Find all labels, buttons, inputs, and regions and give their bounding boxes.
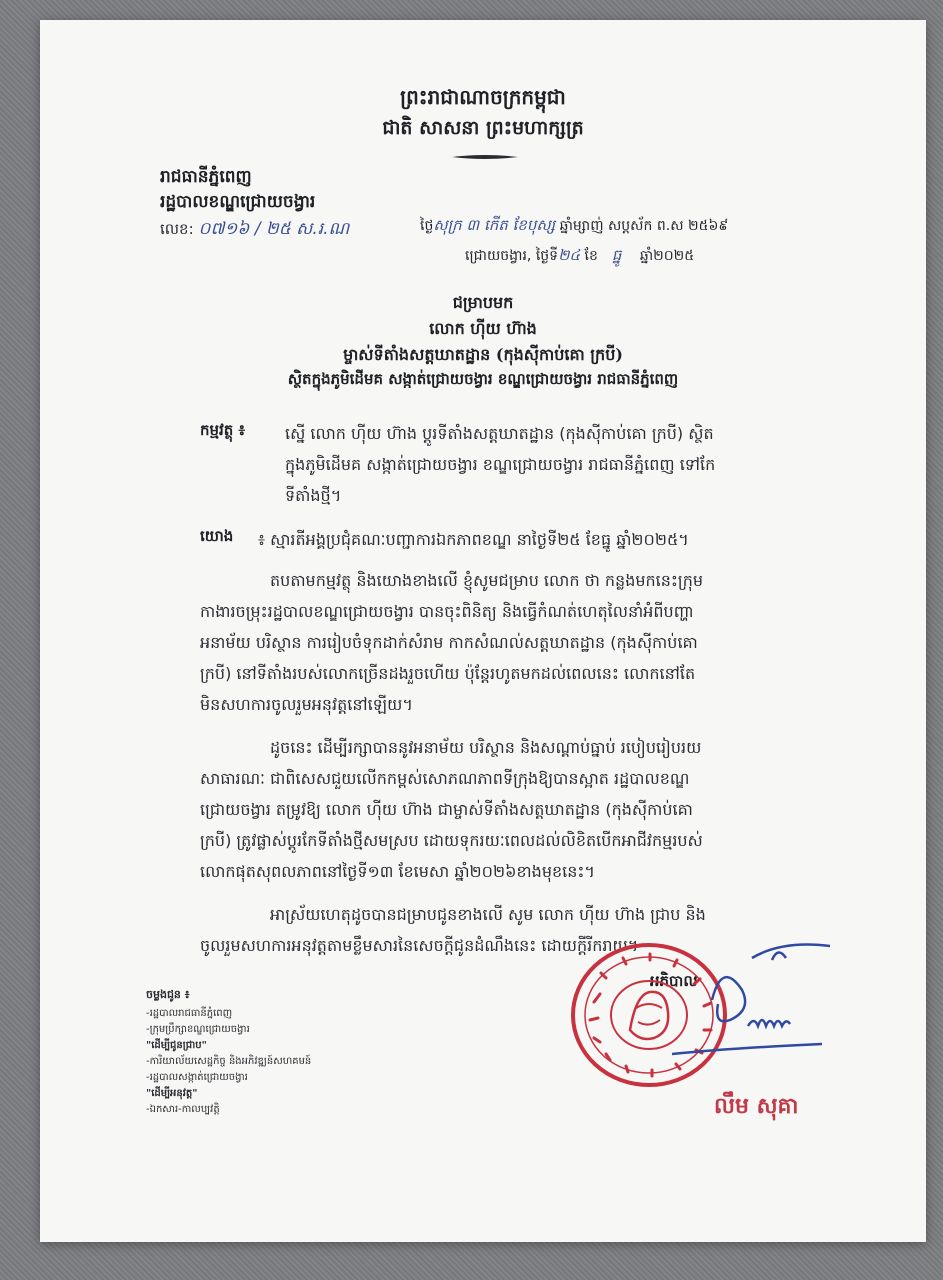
cc-item: "ដើម្បីអនុវត្ត" xyxy=(146,1088,198,1099)
issuer-city: រាជធានីភ្នំពេញ xyxy=(160,167,252,187)
recipient-name: លោក ហ៊ីយ ហ៊ាង xyxy=(429,319,537,338)
subject-line-3: ទីតាំងថ្មី។ xyxy=(285,486,342,505)
reference-text: ៖ ស្មារតីអង្គប្រជុំគណៈបញ្ជាការឯកភាពខណ្ឌ នាថ្ងៃទី២៥ ខែធ្នូ ឆ្នាំ២០២៥។ xyxy=(258,530,689,549)
lunar-date-suffix: ឆ្នាំម្សាញ់ សប្តស័ក ព.ស ២៥៦៩ xyxy=(559,218,729,234)
reference-label: លេខ: xyxy=(160,220,194,238)
paragraph-1-line-1: តបតាមកម្មវត្ថុ និងយោងខាងលើ ខ្ញុំសូមជម្រាប លោក ថា កន្លងមកនេះក្រុម xyxy=(270,571,704,590)
paragraph-2-line-1: ដូចនេះ ដើម្បីរក្សាបាននូវអនាម័យ បរិស្ថាន និងសណ្តាប់ធ្នាប់ របៀបរៀបរយ xyxy=(270,738,702,757)
reference-value: ០៧១៦ / ២៥ ស.រ.ណ xyxy=(198,219,350,239)
lunar-date-prefix: ថ្ងៃ xyxy=(420,218,434,234)
header-ornament xyxy=(450,154,520,160)
paragraph-1-line-2: កាងារចម្រុះរដ្ឋបាលខណ្ឌជ្រោយចង្វារ បានចុះពិនិត្យ និងធ្វើកំណត់ហេតុលៃនាំអំពីបញ្ហា xyxy=(200,602,694,621)
paragraph-3-line-2: ចូលរួមសហការអនុវត្តតាមខ្លឹមសារនៃសេចក្តីជូនដំណឹងនេះ ដោយក្តីរីករាយ។ xyxy=(200,936,639,955)
solar-date xyxy=(465,246,694,268)
solar-date-prefix: ជ្រោយចង្វារ, ថ្ងៃទី xyxy=(465,248,559,264)
solar-date-month-label: ខែ xyxy=(584,248,598,264)
lunar-date xyxy=(420,216,728,238)
reference-label: យោង xyxy=(200,527,234,545)
paragraph-3-line-1: អាស្រ័យហេតុដូចបានជម្រាបជូនខាងលើ សូម លោក ហ៊ីយ ហ៊ាង ជ្រាប និង xyxy=(270,905,706,924)
cc-item: -រដ្ឋបាលរាជធានីភ្នំពេញ xyxy=(146,1008,233,1019)
paragraph-2-line-3: ជ្រោយចង្វារ តម្រូវឱ្យ លោក ហ៊ីយ ហ៊ាង ជាម្ចាស់ទីតាំងសត្តឃាតដ្ឋាន (កុងស៊ីកាប់គោ xyxy=(200,800,693,819)
recipient-title: ម្ចាស់ទីតាំងសត្តឃាតដ្ឋាន (កុងស៊ីកាប់គោ ក្របី) xyxy=(343,345,623,364)
salutation: ជម្រាបមក xyxy=(452,293,514,312)
subject-line-2: ក្នុងភូមិដើមគ សង្កាត់ជ្រោយចង្វារ ខណ្ឌជ្រោយចង្វារ រាជធានីភ្នំពេញ ទៅកែ xyxy=(285,455,716,474)
solar-date-year: ឆ្នាំ២០២៥ xyxy=(639,248,695,264)
kingdom-title: ព្រះរាជាណាចក្រកម្ពុជា xyxy=(400,85,566,109)
issuer-district: រដ្ឋបាលខណ្ឌជ្រោយចង្វារ xyxy=(160,192,316,212)
recipient-address: ស្ថិតក្នុងភូមិដើមគ សង្កាត់ជ្រោយចង្វារ ខណ្ឌជ្រោយចង្វារ រាជធានីភ្នំពេញ xyxy=(287,370,679,388)
paragraph-1-line-3: អនាម័យ បរិស្ថាន ការរៀបចំទុកដាក់សំរាម កាកសំណល់សត្តឃាតដ្ឋាន (កុងស៊ីកាប់គោ xyxy=(200,633,698,652)
paragraph-2-line-5: លោកផុតសុពលភាពនៅថ្ងៃទី១៣ ខែមេសា ឆ្នាំ២០២៦ខាងមុខនេះ។ xyxy=(200,862,595,881)
national-motto: ជាតិ សាសនា ព្រះមហាក្សត្រ xyxy=(382,117,584,139)
paragraph-2-line-2: សាធារណៈ ជាពិសេសជួយលើកកម្ពស់សោភណភាពទីក្រុងឱ្យបានស្អាត រដ្ឋបាលខណ្ឌ xyxy=(200,769,690,788)
paragraph-1-line-4: ក្របី) នៅទីតាំងរបស់លោកច្រើនដងរួចហើយ ប៉ុន្តែរហូតមកដល់ពេលនេះ លោកនៅតែ xyxy=(200,664,696,683)
signatory-title: អភិបាល xyxy=(650,972,698,990)
letter-page xyxy=(40,20,926,1242)
paragraph-2-line-4: ក្របី) ត្រូវផ្លាស់ប្តូរកែទីតាំងថ្មីសមស្រប ដោយទុករយៈពេលដល់លិខិតបើកអាជីវកម្មរបស់ xyxy=(200,831,703,850)
cc-item: "ដើម្បីជូនជ្រាប" xyxy=(146,1040,207,1051)
solar-date-month: ធ្នូ xyxy=(611,246,622,264)
paragraph-1-line-5: មិនសហការចូលរួមអនុវត្តនៅឡើយ។ xyxy=(200,695,413,714)
cc-item: -ឯកសារ-កាលប្បវត្តិ xyxy=(146,1104,220,1115)
subject-line-1: ស្នើ លោក ហ៊ីយ ហ៊ាង ប្តូរទីតាំងសត្តឃាតដ្ឋាន (កុងស៊ីកាប់គោ ក្របី) ស្ថិត xyxy=(285,424,714,443)
cc-item: -រដ្ឋបាលសង្កាត់ជ្រោយចង្វារ xyxy=(146,1072,248,1083)
cc-item: -ក្រុមប្រឹក្សាខណ្ឌជ្រោយចង្វារ xyxy=(146,1024,250,1035)
lunar-date-handwritten: សុក្រ ៣ កើត ខែបុស្ស xyxy=(433,216,556,234)
solar-date-day: ២៤ xyxy=(558,246,581,264)
cc-item: -ការិយាល័យសេដ្ឋកិច្ច និងអភិវឌ្ឍន៍សហគមន៍ xyxy=(146,1056,312,1067)
signatory-name: លឹម សុគា xyxy=(714,1094,799,1119)
cc-title: ចម្លងជូន ៖ xyxy=(146,988,190,1001)
signature-scribble xyxy=(652,930,842,1070)
reference-number xyxy=(160,218,349,243)
subject-label: កម្មវត្ថុ ៖ xyxy=(200,421,246,439)
